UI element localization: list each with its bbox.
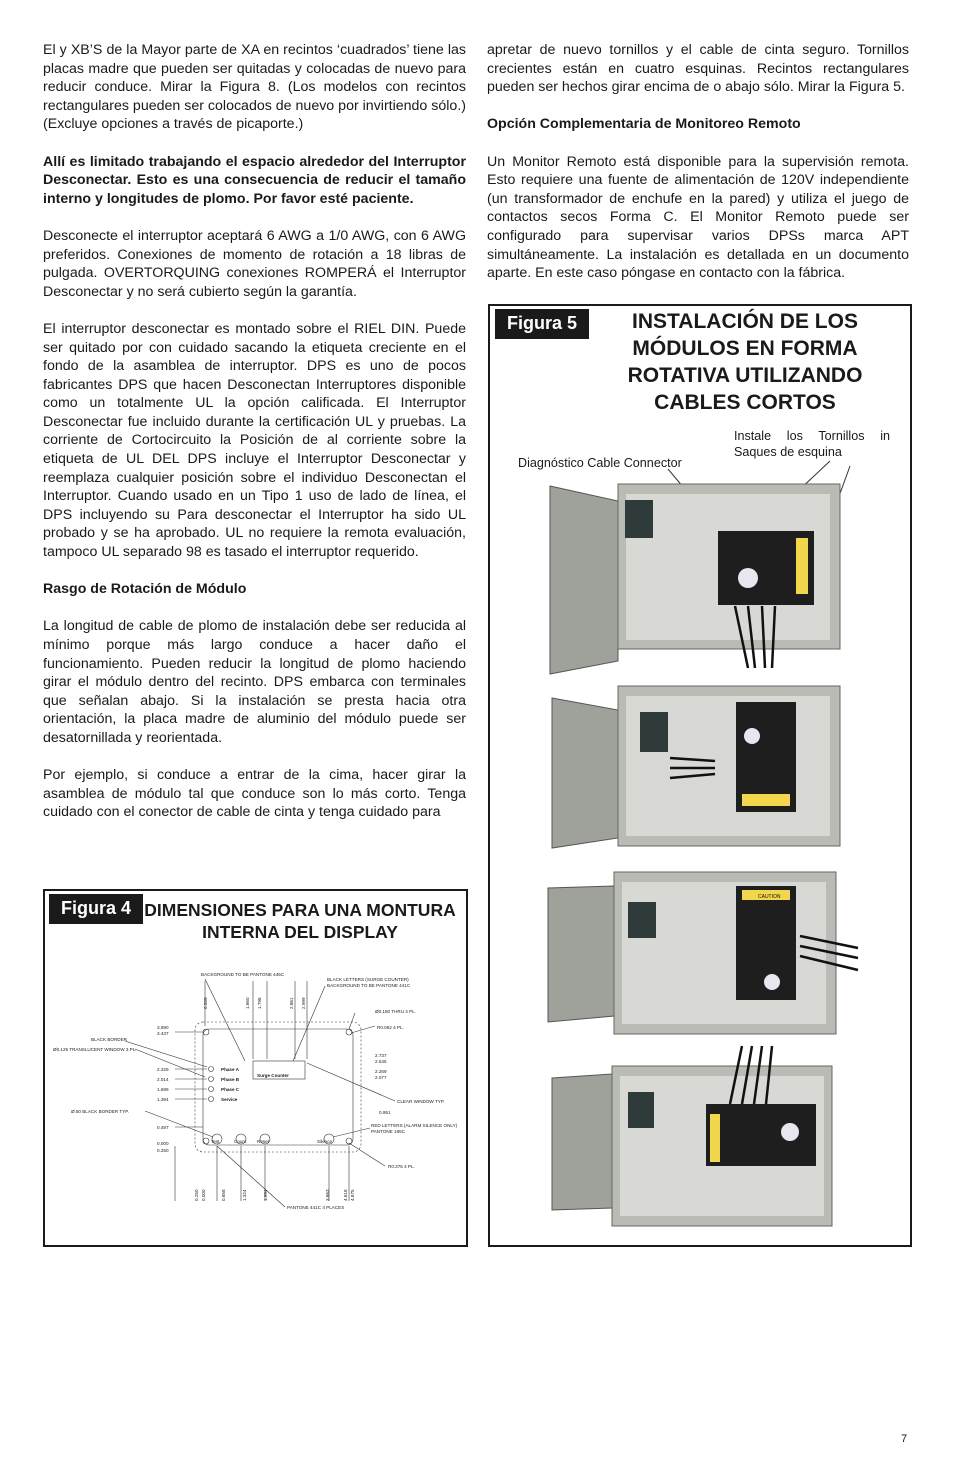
- label-black-border-typ: Ø.50 BLACK BORDER TYP.: [71, 1109, 130, 1114]
- dim: 2.329: [157, 1067, 169, 1072]
- enclosure-photo-3: [548, 872, 858, 1034]
- label-r375: R0.375 4 PL.: [388, 1164, 415, 1169]
- enclosure-photo-1: [550, 484, 840, 674]
- dim: 1.384: [157, 1097, 169, 1102]
- figure-tag: Figura 5: [495, 309, 589, 339]
- dim: 0.250: [194, 1189, 199, 1201]
- paragraph: La longitud de cable de plomo de instalación debe ser reducida al mínimo porque más largo conduce a hacer daño el funcionamiento. Pueden reducir la longitud de plomo haciendo girar el módulo dentro del recinto. DPS embarca con terminales que señalan abajo. Si la instalación se presta hacia otra orientación, la placa madre de aluminio del módulo puede ser desatornillada y reorientada.: [43, 618, 466, 746]
- label-black-border: BLACK BORDER: [91, 1037, 127, 1042]
- bold-paragraph: Allí es limitado trabajando el espacio alrededor del Interruptor Desconectar. Esto es una consecuencia de reducir el tamaño interno y longitudes de plomo. Por favor esté paciente.: [43, 153, 466, 207]
- label-phase-c: Phase C: [221, 1087, 240, 1092]
- label-silence: Silence: [317, 1139, 333, 1144]
- dim: 2.014: [157, 1077, 169, 1082]
- dim: 1.324: [242, 1189, 247, 1201]
- dim: 1.660: [245, 997, 250, 1009]
- label-red-letters: RED LETTERS (ALARM SILENCE ONLY): [371, 1123, 458, 1128]
- caution-label: CAUTION: [758, 894, 781, 900]
- label-r062: R0.062 4 PL.: [377, 1025, 404, 1030]
- figure-4: [43, 889, 468, 1247]
- section-heading: Opción Complementaria de Monitoreo Remoto: [487, 116, 801, 133]
- dim: 2.861: [289, 997, 294, 1009]
- label-clear-window: CLEAR WINDOW TYP.: [397, 1099, 445, 1104]
- dim: 3.690: [157, 1025, 169, 1030]
- paragraph: Un Monitor Remoto está disponible para la supervisión remota. Esto requiere una fuente de alimentación de 120V independiente (un transformador de enchufe en la pared) y utiliza el juego de contactos secos Forma C. El Monitor Remoto puede ser configurado para supervisar varios DPSs marca APT simultáneamente. La instalación es detallada en un documento aparte. En este caso póngase en contacto con la fábrica.: [487, 153, 909, 282]
- dim: 3.437: [157, 1031, 169, 1036]
- dim: 2.545: [375, 1059, 387, 1064]
- label-background: BACKGROUND TO BE PANTONE 445C: [201, 972, 285, 977]
- label-translucent-window: Ø0.125 TRANSLUCENT WINDOW 3 PL.: [53, 1047, 137, 1052]
- enclosure-photos: [490, 306, 910, 1245]
- enclosure-photo-4: [552, 1046, 832, 1226]
- label-pantone-185: PANTONE 185C: [371, 1129, 406, 1134]
- section-heading: Rasgo de Rotación de Módulo: [43, 581, 247, 598]
- display-dimension-drawing: [45, 891, 466, 1245]
- dim: 0.658: [221, 1189, 226, 1201]
- label-background-441: BACKGROUND TO BE PANTONE 441C: [327, 983, 411, 988]
- callout-screws: Instale los Tornillos in Saques de esquina: [734, 429, 890, 459]
- label-surge-counter: Surge Counter: [257, 1073, 289, 1078]
- label-count: Count: [234, 1139, 247, 1144]
- page-number: 7: [901, 1433, 908, 1445]
- dim: 3.663: [325, 1189, 330, 1201]
- label-phase-b: Phase B: [221, 1077, 240, 1082]
- dim: 0.497: [157, 1125, 169, 1130]
- paragraph: Desconecte el interruptor aceptará 6 AWG a 1/0 AWG, con 6 AWG preferidos. Conexiones de momento de rotación a 18 libras de pulgada. OVERTORQUING conexiones ROMPERÁ el Interruptor Desconectar y no será cubierto según la garantía.: [43, 227, 466, 300]
- callout-connector: Diagnóstico Cable Connector: [518, 456, 682, 470]
- paragraph: El y XB’S de la Mayor parte de XA en recintos ‘cuadrados’ tiene las placas madre que pueden ser quitadas y colocadas de nuevo para reducir conduce. Mirar la Figura 8. (Los modelos con recintos rectangulares pueden ser colocados de nuevo por invirtiendo sólo.) (Excluye opciones a través de picaporte.): [43, 42, 466, 133]
- enclosure-photo-2: [552, 686, 840, 848]
- left-column: [43, 41, 466, 822]
- dim: 0.000: [201, 1189, 206, 1201]
- figure-5: [488, 304, 912, 1247]
- dim: 0.000: [157, 1141, 169, 1146]
- figure-title: INSTALACIÓN DE LOS MÓDULOS EN FORMA ROTATIVA UTILIZANDO CABLES CORTOS: [627, 310, 863, 414]
- right-column: [487, 41, 909, 283]
- dim: 1.798: [257, 997, 262, 1009]
- dim: 2.999: [301, 997, 306, 1009]
- dim: 2.269: [375, 1069, 387, 1074]
- dim: 1.994: [263, 1189, 268, 1201]
- label-service: Service: [221, 1097, 238, 1102]
- label-thru: Ø0.180 THRU 4 PL.: [375, 1009, 417, 1014]
- dim: 0.951: [379, 1110, 391, 1115]
- dim: 1.699: [157, 1087, 169, 1092]
- figure-title: DIMENSIONES PARA UNA MONTURA INTERNA DEL DISPLAY: [144, 900, 456, 942]
- label-test: Test: [211, 1139, 220, 1144]
- dim: 2.737: [375, 1053, 387, 1058]
- dim: 4.618: [343, 1189, 348, 1201]
- paragraph: Por ejemplo, si conduce a entrar de la cima, hacer girar la asamblea de módulo tal que conduce son lo más corto. Tenga cuidado con el conector de cable de cinta y tenga cuidado para: [43, 767, 466, 821]
- figure-tag: Figura 4: [49, 894, 143, 924]
- label-pantone-441: PANTONE 441C 4 PLACES: [287, 1205, 345, 1210]
- dim: 4.875: [350, 1189, 355, 1201]
- dim: 2.077: [375, 1075, 387, 1080]
- label-reset: Reset: [257, 1139, 270, 1144]
- dim: 0.559: [203, 997, 208, 1009]
- label-phase-a: Phase A: [221, 1067, 239, 1072]
- paragraph: apretar de nuevo tornillos y el cable de cinta seguro. Tornillos crecientes están en cuatro esquinas. Recintos rectangulares pueden ser hechos girar encima de o abajo sólo. Mirar la Figura 5.: [487, 42, 909, 96]
- paragraph: El interruptor desconectar es montado sobre el RIEL DIN. Puede ser quitado por con cuidado sacando la etiqueta creciente en el fondo de la asamblea de interruptor. DPS es uno de pocos fabricantes DPS que hacen Desconectan Interruptores disponible como un totalmente UL la opción calificada. El Interruptor Desconectar fue incluido durante la certificación UL y pruebas. La corriente de Cortocircuito la Posición de al corriente sobre la etiqueta de UL DEL DPS incluye el Interruptor Desconectar y reemplaza cualquier posición sobre el individuo Desconectan el Interruptor. Cuando usado en un Tipo 1 uso de lado de línea, el DPS incluyendo su Para desconectar el Interruptor ha sido UL probado y se ha aprobado. UL no requiere la remota evaluación, tampoco UL separado 98 es tasado el interruptor requerido.: [43, 320, 466, 561]
- label-black-letters: BLACK LETTERS (SURGE COUNTER): [327, 977, 409, 982]
- dim: 0.250: [157, 1148, 169, 1153]
